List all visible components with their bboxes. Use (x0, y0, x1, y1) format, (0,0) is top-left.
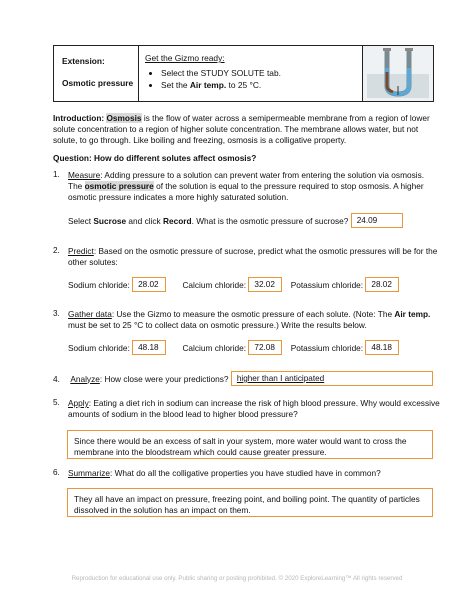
potassium-chloride-label: Potassium chloride: (290, 342, 364, 353)
sodium-chloride-label: Sodium chloride: (68, 342, 130, 353)
copyright-footer: Reproduction for educational use only. Public sharing or posting prohibited. © 2020 ExploreLearning™ All rights reserved (71, 575, 403, 582)
q5-number: 5. (53, 398, 60, 407)
q3-results-row (68, 340, 399, 355)
osmotic-pressure-term: osmotic pressure (84, 181, 154, 192)
calcium-chloride-label: Calcium chloride: (182, 342, 247, 353)
q4-row (53, 371, 433, 386)
question-heading: Question: How do different solutes affect osmosis? (53, 153, 257, 163)
sodium-chloride-result-field[interactable]: 48.18 (132, 340, 166, 355)
sucrose-pressure-field[interactable]: 24.09 (351, 213, 403, 228)
sodium-chloride-prediction-field[interactable]: 28.02 (132, 277, 166, 292)
q2-number: 2. (53, 246, 60, 255)
predictions-answer-field[interactable]: higher than I anticipated (231, 371, 433, 386)
extension-label-cell (54, 46, 139, 101)
extension-topic: Osmotic pressure (62, 78, 134, 88)
q3-text: Gather data: Use the Gizmo to measure the osmotic pressure of each solute. (Note: The Air temp. must be set to 25 °C to collect data on osmotic pressure.) Write the results below. (68, 309, 431, 331)
calcium-chloride-prediction-field[interactable]: 32.02 (248, 277, 282, 292)
q3-number: 3. (53, 309, 60, 318)
q1-text: Measure: Adding pressure to a solution can prevent water from entering the solution via osmosis. The osmotic pressure of the solution is equal to the pressure required to stop osmosis. A higher osmotic pressure indicates a more highly saturated solution. (68, 170, 425, 203)
potassium-chloride-result-field[interactable]: 48.18 (365, 340, 399, 355)
q6-text: Summarize: What do all the colligative properties you have studied have in common? (68, 468, 381, 478)
summarize-answer-field[interactable]: They all have an impact on pressure, freezing point, and boiling point. The quantity of particles dissolved in the solution has an impact on them. (67, 488, 433, 517)
gizmo-ready-item: • Set the Air temp. to 25 °C. (161, 79, 362, 91)
calcium-chloride-label: Calcium chloride: (182, 279, 247, 290)
gizmo-ready-item: • Select the STUDY SOLUTE tab. (161, 67, 362, 79)
q1-number: 1. (53, 170, 60, 179)
q6-number: 6. (53, 468, 60, 477)
gizmo-thumbnail-cell (363, 46, 433, 101)
introduction: Introduction: Osmosis is the flow of water across a semipermeable membrane from a region of lower solute concentration to a region of higher solute concentration. The membrane allows water, but not solute, to go through. Like boiling and freezing, osmosis is a colligative property. (53, 113, 430, 146)
q4-number: 4. (53, 373, 60, 384)
extension-table (53, 45, 434, 102)
gizmo-ready-heading: Get the Gizmo ready: (145, 53, 225, 63)
u-tube-apparatus-image (363, 46, 433, 101)
q5-text: Apply: Eating a diet rich in sodium can increase the risk of high blood pressure. Why would excessive amounts of sodium in the blood lead to higher blood pressure? (68, 398, 440, 420)
apply-answer-field[interactable]: Since there would be an excess of salt in your system, more water would want to cross the membrane into the bloodstream which could cause greater pressure. (67, 430, 433, 459)
q1-prompt-row (68, 213, 403, 228)
potassium-chloride-label: Potassium chloride: (290, 279, 364, 290)
sodium-chloride-label: Sodium chloride: (68, 279, 130, 290)
gizmo-ready-cell (139, 46, 363, 101)
osmosis-term: Osmosis (106, 113, 142, 123)
gizmo-ready-list (145, 67, 362, 91)
q4-text: Analyze: How close were your predictions? (70, 373, 229, 384)
potassium-chloride-prediction-field[interactable]: 28.02 (365, 277, 399, 292)
q1-prompt: Select Sucrose and click Record. What is the osmotic pressure of sucrose? (68, 215, 349, 226)
extension-label: Extension: (62, 56, 105, 66)
calcium-chloride-result-field[interactable]: 72.08 (248, 340, 282, 355)
q2-predictions-row (68, 277, 399, 292)
q2-text: Predict: Based on the osmotic pressure of sucrose, predict what the osmotic pressures will be for the other solutes: (68, 246, 438, 268)
